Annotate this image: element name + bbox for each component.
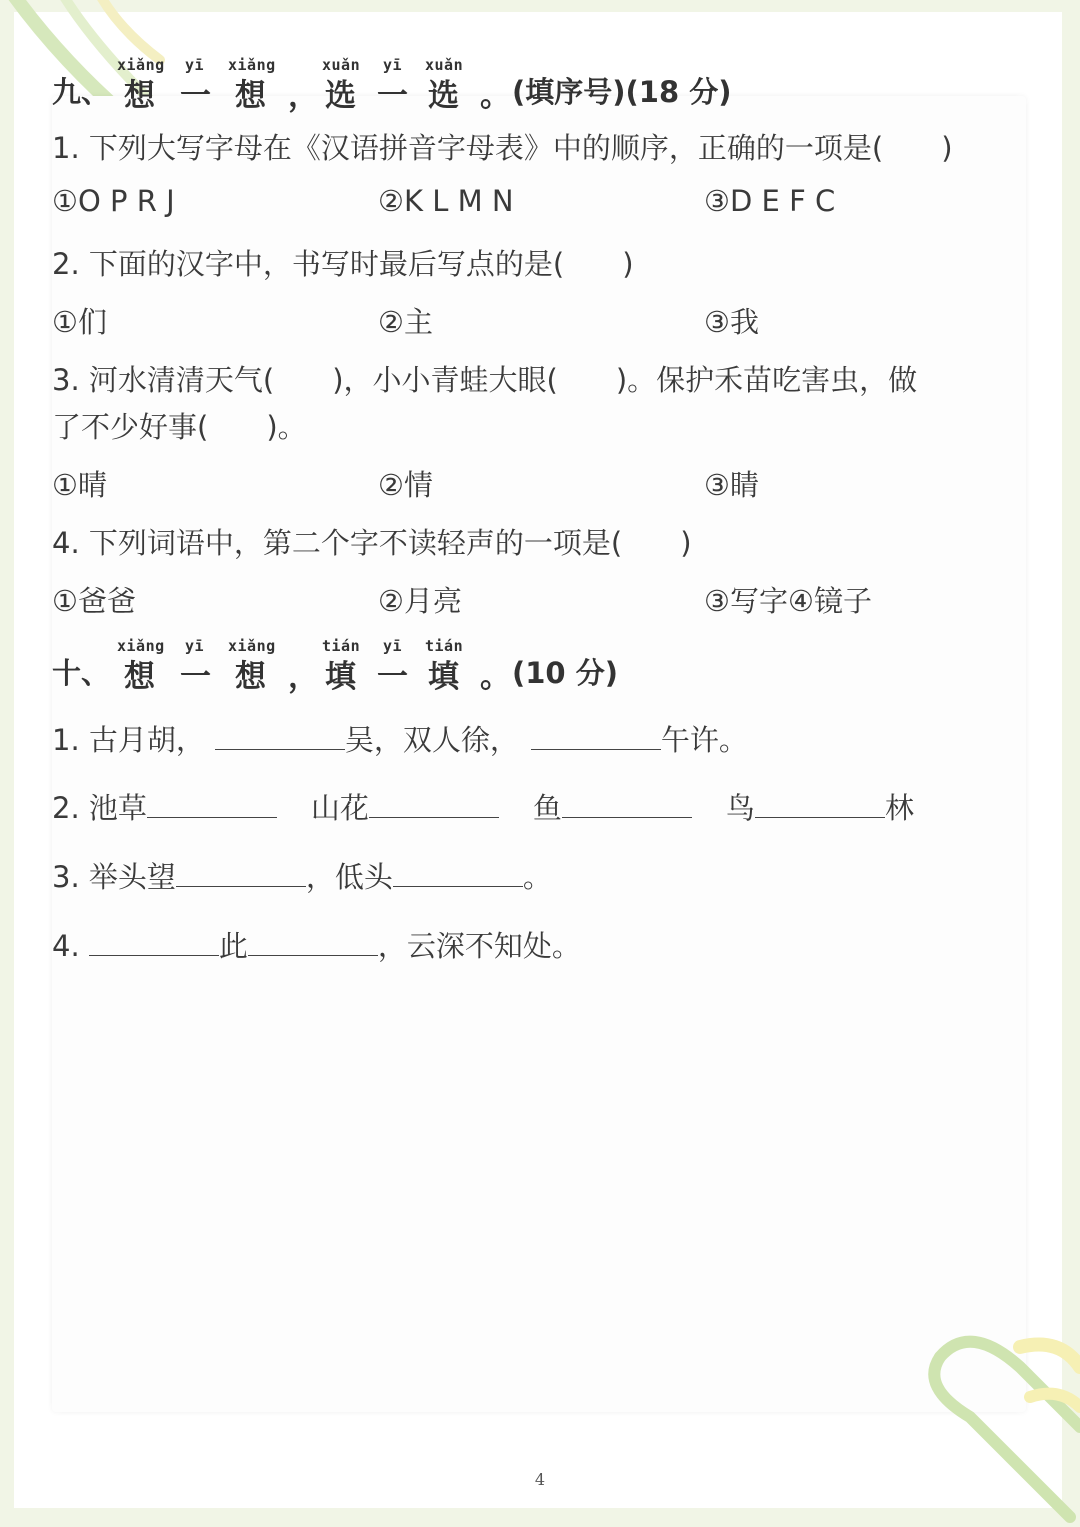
fill-text: 吴，双人徐， (344, 723, 519, 757)
answer-blank[interactable] (562, 791, 692, 818)
heading-char: 想 (124, 78, 155, 114)
option-9-3-3: ③睛 (704, 468, 759, 502)
heading-char: 选 (428, 78, 459, 114)
option-9-2-2: ②主 (378, 305, 433, 339)
heading-char: 一 (377, 659, 408, 695)
pinyin: tián (425, 637, 464, 655)
answer-blank[interactable] (531, 723, 661, 750)
heading-char: 选 (325, 78, 356, 114)
section10-number: 十、 (52, 656, 111, 690)
answer-blank[interactable] (393, 860, 523, 887)
question-9-2: 2. 下面的汉字中，书写时最后写点的是( ) (52, 247, 634, 281)
fill-line-10-4 (52, 924, 581, 965)
heading-char: 填 (428, 659, 459, 695)
fill-text: 2. 池草 (52, 791, 147, 825)
fill-text: 1. 古月胡， (52, 723, 205, 757)
pinyin: xiǎng (228, 56, 276, 74)
answer-blank[interactable] (755, 791, 885, 818)
option-9-1-2: ②K L M N (378, 184, 514, 218)
fill-text: 3. 举头望 (52, 860, 176, 894)
fill-text: 4. (52, 929, 89, 963)
answer-blank[interactable] (147, 791, 277, 818)
option-9-1-3: ③D E F C (704, 184, 836, 218)
heading-char: 想 (235, 78, 266, 114)
heading-char: 一 (180, 659, 211, 695)
page-number: 4 (534, 1470, 546, 1489)
answer-blank[interactable] (248, 929, 378, 956)
option-9-3-1: ①晴 (52, 468, 107, 502)
decorative-clip-bottom-right (910, 1327, 1080, 1527)
option-9-4-1: ①爸爸 (52, 584, 136, 618)
fill-text: 午许。 (660, 723, 748, 757)
fill-line-10-2 (52, 786, 914, 827)
section9-number: 九、 (52, 75, 111, 109)
pinyin: yī (185, 637, 205, 655)
option-9-4-3: ③写字④镜子 (704, 584, 872, 618)
fill-text: ，云深不知处。 (377, 929, 581, 963)
question-9-4: 4. 下列词语中，第二个字不读轻声的一项是( ) (52, 526, 692, 560)
pinyin: xiǎng (117, 56, 165, 74)
option-9-3-2: ②情 (378, 468, 433, 502)
pinyin: yī (185, 56, 205, 74)
pinyin: xuǎn (425, 56, 464, 74)
question-9-3-line1: 3. 河水清清天气( )，小小青蛙大眼( )。保护禾苗吃害虫，做 (52, 363, 918, 397)
option-9-4-2: ②月亮 (378, 584, 462, 618)
heading-char: 一 (180, 78, 211, 114)
fill-text: 林 (884, 791, 914, 825)
fill-text: 此 (218, 929, 248, 963)
answer-blank[interactable] (89, 929, 219, 956)
answer-blank[interactable] (215, 723, 345, 750)
pinyin: xuǎn (322, 56, 361, 74)
fill-text: ，低头 (305, 860, 393, 894)
section10-score: (10 分) (512, 656, 618, 690)
fill-line-10-3 (52, 855, 552, 896)
heading-char: 一 (377, 78, 408, 114)
heading-char: 。 (480, 659, 511, 695)
pinyin: tián (322, 637, 361, 655)
answer-blank[interactable] (369, 791, 499, 818)
fill-text: 山花 (310, 791, 369, 825)
fill-line-10-1 (52, 718, 748, 759)
pinyin: yī (383, 56, 403, 74)
heading-char: ， (288, 78, 319, 114)
heading-char: ， (288, 659, 319, 695)
heading-char: 。 (480, 78, 511, 114)
option-9-1-1: ①O P R J (52, 184, 175, 218)
heading-char: 填 (325, 659, 356, 695)
heading-char: 想 (124, 659, 155, 695)
question-9-3-line2: 了不少好事( )。 (52, 410, 307, 444)
pinyin: xiǎng (117, 637, 165, 655)
option-9-2-3: ③我 (704, 305, 759, 339)
fill-text: 鸟 (725, 791, 755, 825)
option-9-2-1: ①们 (52, 305, 107, 339)
fill-text: 鱼 (532, 791, 562, 825)
heading-char: 想 (235, 659, 266, 695)
answer-blank[interactable] (176, 860, 306, 887)
question-9-1: 1. 下列大写字母在《汉语拼音字母表》中的顺序，正确的一项是( ) (52, 131, 953, 165)
section9-score: (填序号)(18 分) (512, 75, 732, 109)
pinyin: xiǎng (228, 637, 276, 655)
fill-text: 。 (522, 860, 552, 894)
pinyin: yī (383, 637, 403, 655)
